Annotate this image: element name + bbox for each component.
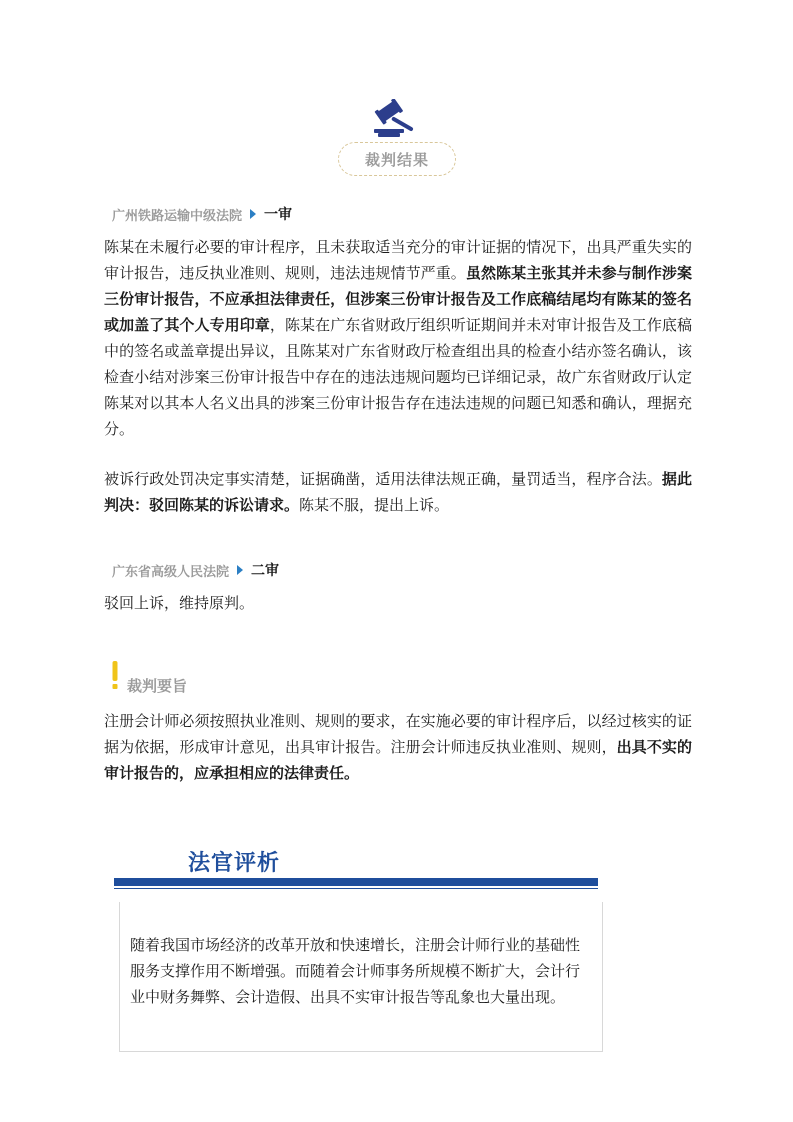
gist-text-a: 注册会计师必须按照执业准则、规则的要求，在实施必要的审计程序后，以经过核实的证据为依据，形成审计意见，出具审计报告。注册会计师违反执业准则、规则，	[104, 712, 692, 756]
gavel-icon	[372, 99, 418, 139]
p1-text-b-bold: 虽然陈某主张其并未参与制作涉案三份审计报告，不应承担法律责任，但涉案三份审计报告及工作底稿结尾均有陈某的签名或加盖了其个人专用印章	[104, 264, 692, 334]
gist-paragraph	[104, 708, 692, 786]
first-instance-paragraph-2	[104, 466, 692, 518]
p2-text-b-bold: 据此判决：驳回陈某的诉讼请求。	[104, 470, 692, 514]
result-header-label: 裁判结果	[364, 150, 429, 169]
p2-text-a: 被诉行政处罚决定事实清楚，证据确凿，适用法律法规正确，量罚适当，程序合法。	[104, 470, 662, 488]
first-instance-paragraph-1	[104, 234, 692, 442]
p1-text-a: 陈某在未履行必要的审计程序，且未获取适当充分的审计证据的情况下，出具严重失实的审计报告，违反执业准则、规则，违法违规情节严重。	[104, 238, 692, 282]
comment-text: 随着我国市场经济的改革开放和快速增长，注册会计师行业的基础性服务支撑作用不断增强。而随着会计师事务所规模不断扩大，会计行业中财务舞弊、会计造假、出具不实审计报告等乱象也大量出现。	[130, 936, 581, 1006]
triangle-right-icon	[250, 209, 256, 219]
court-name: 广州铁路运输中级法院	[112, 208, 243, 224]
instance-label: 一审	[264, 207, 293, 223]
gist-label: 裁判要旨	[127, 677, 188, 695]
section-divider	[114, 878, 598, 886]
p1-text-c: ，陈某在广东省财政厅组织听证期间并未对审计报告及工作底稿中的签名或盖章提出异议，且陈某对广东省财政厅检查组出具的检查小结亦签名确认，该检查小结对涉案三份审计报告中存在的违法违规问题均已详细记录，故广东省财政厅认定陈某对以其本人名义出具的涉案三份审计报告存在违法违规的问题已知悉和确认，理据充分。	[104, 316, 692, 438]
section-divider-thin	[114, 888, 598, 889]
first-instance-court	[112, 204, 292, 224]
second-instance-text: 驳回上诉，维持原判。	[104, 594, 255, 612]
instance-label: 二审	[251, 563, 280, 579]
triangle-right-icon	[237, 565, 243, 575]
p2-text-c: 陈某不服，提出上诉。	[299, 496, 450, 514]
result-header-pill	[338, 142, 456, 176]
gist-text-b-bold: 出具不实的审计报告的，应承担相应的法律责任。	[104, 738, 692, 782]
second-instance-court	[112, 560, 279, 580]
court-name: 广东省高级人民法院	[112, 564, 230, 580]
exclamation-icon	[111, 661, 119, 691]
section-title: 法官评析	[188, 851, 281, 876]
